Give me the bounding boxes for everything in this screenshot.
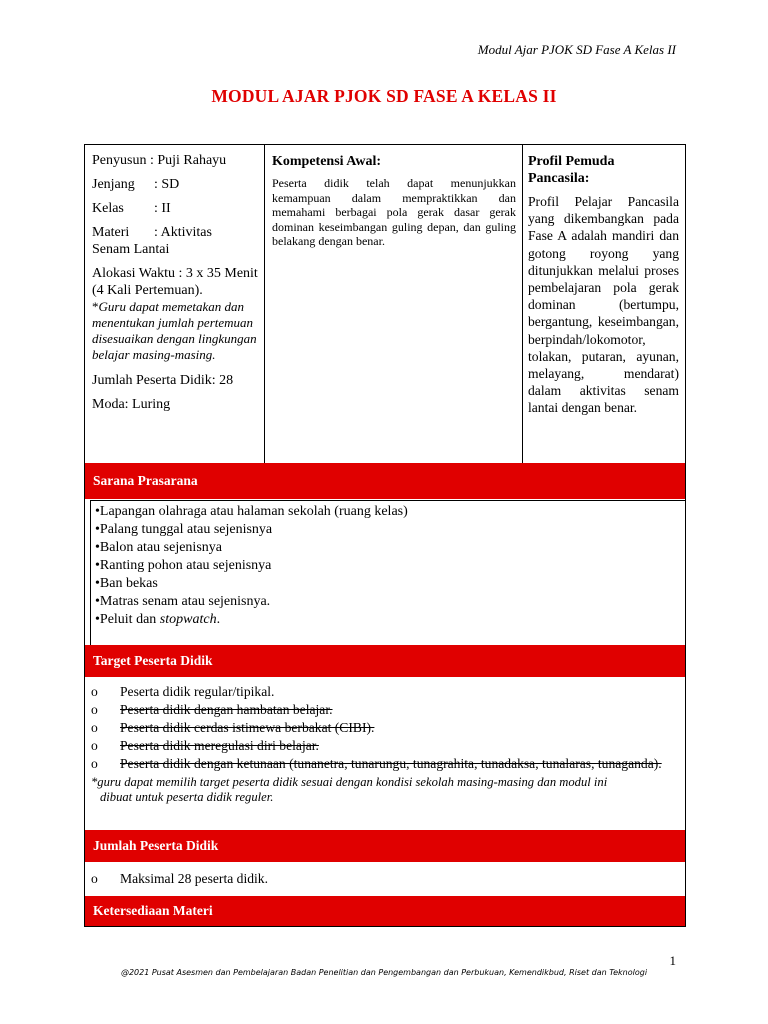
list-marker: o — [91, 738, 98, 753]
target-header — [85, 645, 685, 677]
kompetensi-text: Peserta didik telah dapat menunjukkan kemampuan dalam mempraktikkan dan memahami berbagai pola gerak dasar gerak dominan keseimbangan guling depan, dan guling belakang dengan benar. — [272, 176, 516, 248]
kompetensi-column — [265, 145, 523, 463]
kelas-label: Kelas — [92, 201, 124, 216]
jumlah-peserta: Jumlah Peserta Didik: 28 — [92, 373, 234, 388]
list-item — [85, 719, 685, 737]
list-marker: o — [91, 684, 98, 699]
note-text: Guru dapat memetakan dan menentukan jumlah pertemuan disesuaikan dengan lingkungan belajar masing-masing. — [92, 299, 257, 362]
jenjang-label: Jenjang — [92, 177, 135, 192]
moda: Moda: Luring — [92, 397, 171, 412]
list-item: • Lapangan olahraga atau halaman sekolah (ruang kelas) — [95, 503, 685, 521]
kelas — [92, 200, 258, 217]
list-item-text: Maksimal 28 peserta didik. — [120, 871, 268, 886]
alokasi-note — [92, 299, 258, 363]
target-list — [85, 683, 685, 805]
list-item — [95, 611, 685, 629]
list-item: • Balon atau sejenisnya — [95, 539, 685, 557]
note-star: * — [92, 299, 99, 314]
target-heading: Target Peserta Didik — [93, 653, 213, 668]
list-item: • Ranting pohon atau sejenisnya — [95, 557, 685, 575]
identity-column — [85, 145, 265, 463]
footnote-line2: dibuat untuk peserta didik reguler. — [100, 790, 274, 804]
list-item-text: Peserta didik cerdas istimewa berbakat (CIBI). — [120, 720, 375, 735]
jenjang — [92, 176, 258, 193]
peluit-text: Peluit dan — [99, 612, 160, 627]
kelas-value: : II — [154, 201, 171, 216]
ketersediaan-header — [85, 896, 685, 926]
list-item-text: Peserta didik dengan hambatan belajar. — [120, 702, 333, 717]
document-title: MODUL AJAR PJOK SD FASE A KELAS II — [211, 86, 557, 106]
materi-label: Materi — [92, 225, 130, 240]
list-item — [85, 701, 685, 719]
module-table — [84, 144, 686, 927]
sarana-list — [90, 500, 685, 645]
alokasi-waktu: Alokasi Waktu : 3 x 35 Menit (4 Kali Pertemuan). — [92, 266, 258, 298]
info-row — [85, 145, 685, 463]
profil-text: Profil Pelajar Pancasila yang dikembangkan pada Fase A adalah mandiri dan gotong royong yang ditunjukkan melalui proses pembelajaran pola gerak dominan (bertumpu, bergantung, keseimbangan, berpindah/lokomotor, tolakan, putaran, ayunan, melayang, mendarat) dalam aktivitas senam lantai dengan benar. — [528, 194, 679, 416]
list-item: • Palang tunggal atau sejenisnya — [95, 521, 685, 539]
target-footnote — [91, 775, 685, 805]
materi — [92, 224, 258, 258]
list-marker: o — [91, 720, 98, 735]
ketersediaan-heading: Ketersediaan Materi — [93, 903, 213, 918]
list-marker: o — [91, 756, 98, 771]
list-item-text: Peserta didik meregulasi diri belajar. — [120, 738, 319, 753]
list-marker: o — [91, 702, 98, 717]
list-item — [85, 755, 685, 773]
sarana-header — [85, 463, 685, 499]
jenjang-value: : SD — [154, 177, 180, 192]
list-item-text: Peserta didik dengan ketunaan (tunanetra, tunarungu, tunagrahita, tunadaksa, tunalaras, tunaganda). — [120, 756, 662, 771]
list-item — [85, 870, 685, 888]
profil-heading: Profil Pemuda Pancasila: — [528, 154, 615, 186]
kompetensi-heading: Kompetensi Awal: — [272, 154, 382, 169]
list-item-text: Peserta didik regular/tipikal. — [120, 684, 275, 699]
list-marker: o — [91, 871, 98, 886]
footnote-line1: *guru dapat memilih target peserta didik sesuai dengan kondisi sekolah masing-masing dan modul ini — [91, 775, 608, 789]
materi-value-line2: Senam Lantai — [92, 242, 170, 257]
list-item — [85, 737, 685, 755]
jumlah-list — [85, 870, 685, 888]
materi-value: : Aktivitas — [154, 225, 212, 240]
penyusun: Penyusun : Puji Rahayu — [92, 153, 227, 168]
list-item: • Ban bekas — [95, 575, 685, 593]
page-number: 1 — [669, 953, 676, 968]
copyright-footer: @2021 Pusat Asesmen dan Pembelajaran Badan Penelitian dan Pengembangan dan Perbukuan, Kemendikbud, Riset dan Teknologi — [120, 968, 648, 977]
profil-column — [523, 145, 685, 463]
running-header: Modul Ajar PJOK SD Fase A Kelas II — [477, 42, 676, 57]
peluit-suffix: . — [216, 612, 221, 627]
stopwatch-text: stopwatch — [159, 612, 217, 627]
list-item — [85, 683, 685, 701]
jumlah-header — [85, 830, 685, 862]
sarana-heading: Sarana Prasarana — [93, 473, 198, 488]
list-item: • Matras senam atau sejenisnya. — [95, 593, 685, 611]
jumlah-heading: Jumlah Peserta Didik — [93, 838, 219, 853]
